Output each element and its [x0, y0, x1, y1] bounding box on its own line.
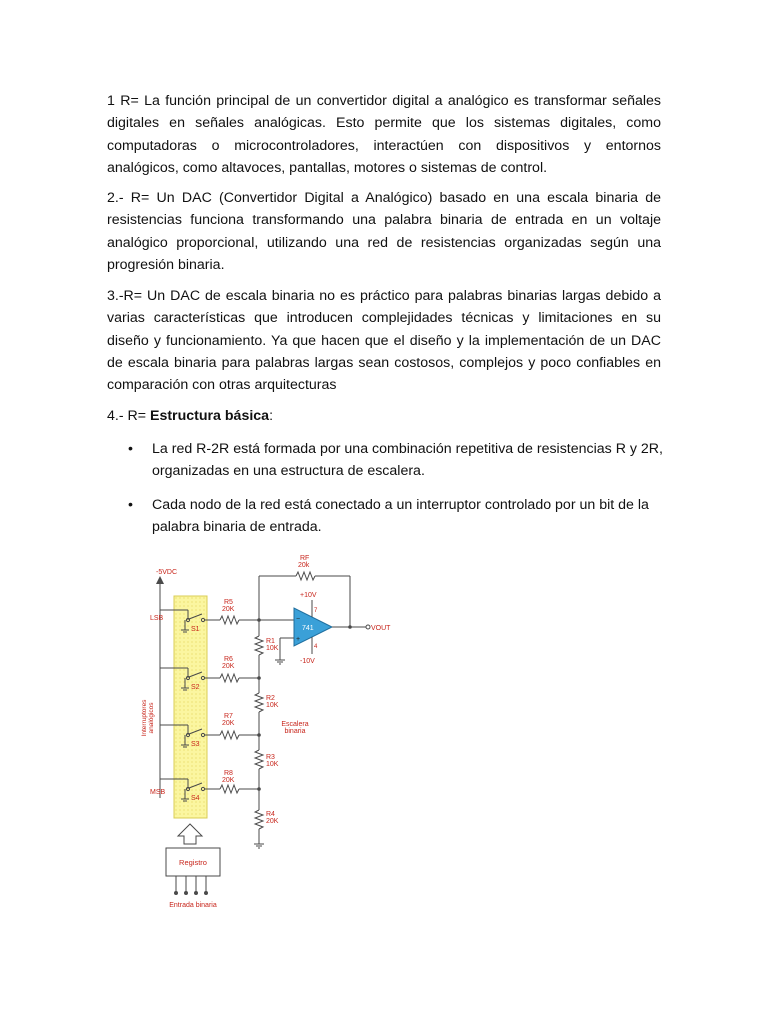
binary-input-lines: [174, 876, 208, 895]
ladder-label-line-2: binaria: [284, 728, 306, 735]
opamp-741: [259, 592, 391, 665]
bullet-text: Cada nodo de la red está conectado a un interruptor controlado por un bit de la palabra binaria de entrada.: [152, 496, 649, 535]
resistor-value: 20K: [222, 720, 235, 727]
opamp-inverting: −: [296, 616, 301, 623]
answer-3-paragraph: 3.-R= Un DAC de escala binaria no es práctico para palabras binarias largas debido a varias características que introducen complejidades técnicas y limitaciones en su diseño y funcionamiento. Ya que hacen que el diseño y la implementación de un DAC de escala binaria para palabras largas sean costosos, complejos y poco confiables en comparación con otras arquitecturas: [107, 288, 661, 394]
pin4-label: 4: [314, 644, 318, 650]
resistor-name: R8: [224, 770, 233, 777]
answer-4-colon: :: [269, 408, 274, 424]
opamp-label: 741: [302, 625, 314, 632]
bullet-list: [124, 438, 664, 549]
register-label: Registro: [179, 858, 207, 867]
ladder-label: [281, 721, 308, 735]
feedback-name: RF: [300, 555, 310, 562]
input-resistor-r5: [205, 599, 259, 624]
ladder-resistor-name: R1: [266, 638, 275, 645]
switch-group-label-line-2: analógicos: [148, 702, 155, 734]
resistor-value: 20K: [222, 606, 235, 613]
ladder-resistor-value: 20K: [266, 818, 279, 825]
bullet-item: [124, 494, 664, 539]
supply-label: -5VDC: [156, 569, 178, 576]
answer-4-paragraph: [107, 405, 661, 427]
pin7-label: 7: [314, 608, 318, 614]
lsb-label: LSB: [150, 615, 164, 622]
binary-input-label: Entrada binaria: [169, 902, 217, 909]
input-resistor-r6: [205, 656, 259, 682]
r2r-dac-circuit-diagram: [130, 548, 400, 915]
opamp-noninverting: +: [296, 636, 301, 643]
vplus-label: +10V: [300, 592, 317, 599]
ladder-resistor-name: R2: [266, 695, 275, 702]
switch-label: S1: [191, 626, 200, 633]
ladder-resistor-name: R4: [266, 811, 275, 818]
bullet-symbol: •: [128, 441, 133, 457]
answer-2-paragraph: 2.- R= Un DAC (Convertidor Digital a Analógico) basado en una escala binaria de resistencias funciona transformando una palabra binaria de entrada en un voltaje analógico proporcional, utilizando una red de resistencias organizadas según una progresión binaria.: [107, 190, 661, 273]
ladder-network: [254, 578, 264, 848]
ladder-label-line-1: Escalera: [281, 721, 309, 728]
switch-label: S3: [191, 741, 200, 748]
resistor-name: R6: [224, 656, 233, 663]
resistor-name: R5: [224, 599, 233, 606]
resistor-name: R7: [224, 713, 233, 720]
feedback-value: 20k: [298, 562, 310, 569]
ladder-resistor-value: 10K: [266, 761, 279, 768]
ladder-resistor-value: 10K: [266, 702, 279, 709]
answer-4-heading: Estructura básica: [149, 408, 270, 424]
bullet-item: [124, 438, 664, 483]
ladder-resistor-name: R3: [266, 754, 275, 761]
msb-label: MSB: [150, 789, 166, 796]
resistor-value: 20K: [222, 777, 235, 784]
switch-label: S2: [191, 684, 200, 691]
vminus-label: -10V: [300, 658, 315, 665]
answer-1-paragraph: 1 R= La función principal de un convertidor digital a analógico es transformar señales digitales en señales analógicas. Esto permite que los sistemas digitales, como computadoras o microcontroladores, interactúen con dispositivos y entornos analógicos, como altavoces, pantallas, motores o sistemas de control.: [107, 93, 661, 176]
bullet-text: La red R-2R está formada por una combinación repetitiva de resistencias R y 2R, organizadas en una estructura de escalera.: [152, 441, 663, 480]
answer-4-prefix: 4.- R=: [107, 408, 150, 424]
ladder-resistor-value: 10K: [266, 645, 279, 652]
switch-group-label: [141, 699, 155, 737]
switch-label: S4: [191, 795, 200, 802]
input-resistor-r7: [205, 713, 259, 739]
bullet-symbol: •: [128, 496, 133, 513]
up-arrow-icon: [178, 824, 202, 844]
supply-arrow-icon: [156, 576, 164, 584]
input-resistor-r8: [205, 770, 259, 793]
vout-label: VOUT: [371, 625, 391, 632]
switch-group-label-line-1: Interruptores: [141, 699, 148, 737]
resistor-value: 20K: [222, 663, 235, 670]
